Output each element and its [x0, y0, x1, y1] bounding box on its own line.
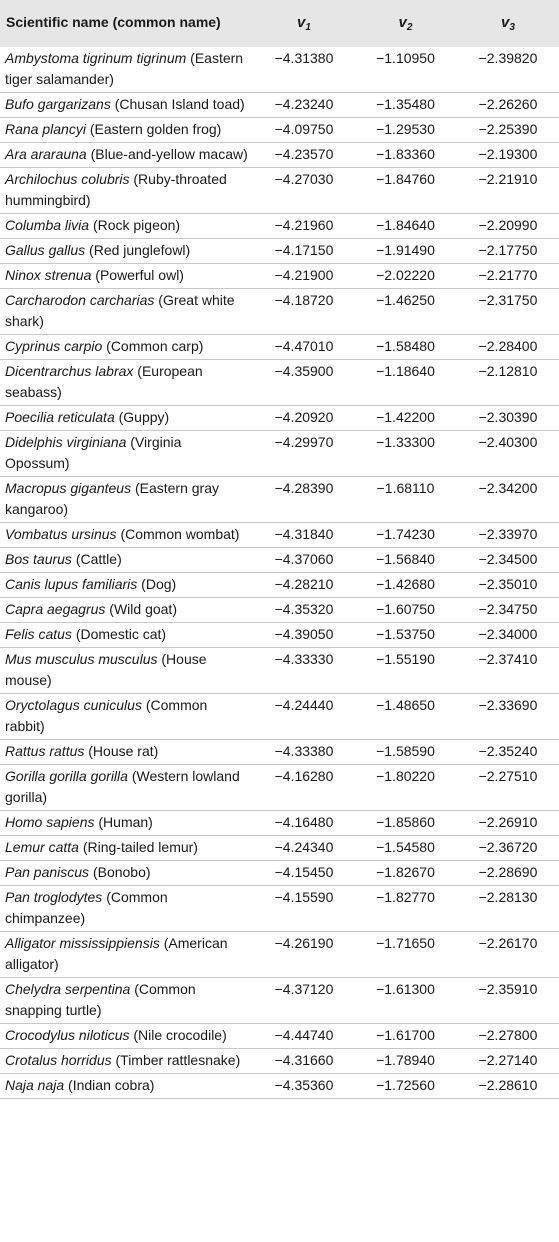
scientific-name: Alligator mississippiensis [5, 935, 160, 951]
common-name: (Virginia Opossum) [5, 434, 182, 471]
cell-species-name [0, 360, 254, 406]
table-row [0, 598, 559, 623]
cell-v2: −1.82770 [376, 889, 435, 905]
cell-species-name [0, 168, 254, 214]
cell-v2: −1.42200 [376, 409, 435, 425]
cell-species-name [0, 623, 254, 648]
common-name: (Wild goat) [109, 601, 177, 617]
cell-species-name [0, 264, 254, 289]
common-name: (Powerful owl) [95, 267, 184, 283]
cell-species-name [0, 1049, 254, 1074]
cell-v3: −2.25390 [478, 121, 538, 137]
cell-v3: −2.26910 [478, 814, 538, 830]
header-v2-sub: 2 [406, 22, 413, 33]
table-row [0, 765, 559, 811]
cell-species-name [0, 239, 254, 264]
cell-v2: −1.91490 [376, 242, 435, 258]
common-name: (Nile crocodile) [133, 1027, 227, 1043]
scientific-name: Columba livia [5, 217, 90, 233]
cell-v2: −1.58480 [376, 338, 435, 354]
table-row [0, 289, 559, 335]
cell-v1: −4.29970 [274, 434, 334, 450]
cell-v1: −4.16480 [274, 814, 334, 830]
cell-v3: −2.34200 [478, 480, 538, 496]
cell-v2: −1.80220 [376, 768, 435, 784]
common-name: (Domestic cat) [75, 626, 167, 642]
cell-species-name [0, 1074, 254, 1099]
cell-species-name [0, 289, 254, 335]
cell-v1: −4.18720 [274, 292, 334, 308]
table-row [0, 406, 559, 431]
scientific-name: Ara ararauna [5, 146, 87, 162]
table-row [0, 548, 559, 573]
table-row [0, 239, 559, 264]
cell-v1: −4.37120 [274, 981, 334, 997]
table-row [0, 1024, 559, 1049]
scientific-name: Crotalus horridus [5, 1052, 112, 1068]
scientific-name: Bufo gargarizans [5, 96, 111, 112]
cell-v1: −4.28210 [274, 576, 334, 592]
cell-v3: −2.28610 [478, 1077, 538, 1093]
cell-v2: −1.78940 [376, 1052, 435, 1068]
scientific-name: Oryctolagus cuniculus [5, 697, 142, 713]
cell-v3: −2.21910 [478, 171, 538, 187]
table-row [0, 573, 559, 598]
common-name: (House rat) [88, 743, 159, 759]
table-row [0, 335, 559, 360]
cell-v2: −2.02220 [376, 267, 435, 283]
common-name: (Chusan Island toad) [114, 96, 245, 112]
table-row [0, 886, 559, 932]
cell-v3: −2.27140 [478, 1052, 538, 1068]
scientific-name: Dicentrarchus labrax [5, 363, 134, 379]
cell-v1: −4.47010 [274, 338, 334, 354]
cell-v2: −1.84640 [376, 217, 435, 233]
cell-v2: −1.18640 [376, 363, 435, 379]
cell-species-name [0, 886, 254, 932]
cell-species-name [0, 118, 254, 143]
scientific-name: Naja naja [5, 1077, 65, 1093]
cell-species-name [0, 836, 254, 861]
cell-v1: −4.23240 [274, 96, 334, 112]
scientific-name: Cyprinus carpio [5, 338, 103, 354]
common-name: (Indian cobra) [68, 1077, 155, 1093]
scientific-name: Mus musculus musculus [5, 651, 158, 667]
cell-v1: −4.27030 [274, 171, 334, 187]
scientific-name: Carcharodon carcharias [5, 292, 155, 308]
cell-v2: −1.33300 [376, 434, 435, 450]
cell-v2: −1.10950 [376, 50, 435, 66]
cell-v3: −2.33690 [478, 697, 538, 713]
scientific-name: Ambystoma tigrinum tigrinum [5, 50, 187, 66]
cell-v2: −1.42680 [376, 576, 435, 592]
cell-v3: −2.35010 [478, 576, 538, 592]
cell-v1: −4.31380 [274, 50, 334, 66]
table-row [0, 118, 559, 143]
scientific-name: Pan paniscus [5, 864, 90, 880]
cell-v3: −2.27510 [478, 768, 538, 784]
cell-v2: −1.68110 [376, 480, 435, 496]
table-row [0, 648, 559, 694]
header-v3-base: v [501, 14, 510, 31]
cell-v2: −1.58590 [376, 743, 435, 759]
cell-species-name [0, 548, 254, 573]
table-row [0, 360, 559, 406]
cell-v3: −2.20990 [478, 217, 538, 233]
scientific-name: Felis catus [5, 626, 72, 642]
cell-v3: −2.21770 [478, 267, 538, 283]
header-v2-base: v [398, 14, 407, 31]
cell-v1: −4.16280 [274, 768, 334, 784]
cell-v3: −2.26170 [478, 935, 538, 951]
common-name: (Common carp) [106, 338, 204, 354]
cell-species-name [0, 573, 254, 598]
scientific-name: Canis lupus familiaris [5, 576, 138, 592]
cell-v3: −2.36720 [478, 839, 538, 855]
common-name: (Common snapping turtle) [5, 981, 196, 1018]
cell-v2: −1.83360 [376, 146, 435, 162]
common-name: (Guppy) [118, 409, 170, 425]
header-v3-sub: 3 [509, 22, 515, 33]
table-row [0, 1049, 559, 1074]
cell-v3: −2.28400 [478, 338, 538, 354]
cell-v1: −4.44740 [274, 1027, 334, 1043]
cell-v1: −4.26190 [274, 935, 334, 951]
header-v1-base: v [297, 14, 306, 31]
table-row [0, 264, 559, 289]
table-row [0, 740, 559, 765]
scientific-name: Rana plancyi [5, 121, 86, 137]
table-row [0, 836, 559, 861]
scientific-name: Gorilla gorilla gorilla [5, 768, 128, 784]
cell-v3: −2.34000 [478, 626, 538, 642]
header-v3 [457, 0, 559, 47]
scientific-name: Pan troglodytes [5, 889, 103, 905]
cell-v2: −1.74230 [376, 526, 435, 542]
common-name: (Eastern gray kangaroo) [5, 480, 220, 517]
cell-v2: −1.53750 [376, 626, 435, 642]
cell-species-name [0, 47, 254, 93]
cell-species-name [0, 214, 254, 239]
common-name: (Western lowland gorilla) [5, 768, 240, 805]
cell-v1: −4.35360 [274, 1077, 334, 1093]
cell-v2: −1.55190 [376, 651, 435, 667]
header-row [0, 0, 559, 47]
table-row [0, 47, 559, 93]
common-name: (Common chimpanzee) [5, 889, 168, 926]
scientific-name: Gallus gallus [5, 242, 86, 258]
cell-v1: −4.21960 [274, 217, 334, 233]
cell-species-name [0, 93, 254, 118]
scientific-name: Macropus giganteus [5, 480, 132, 496]
scientific-name: Didelphis virginiana [5, 434, 127, 450]
cell-v2: −1.82670 [376, 864, 435, 880]
table-row [0, 978, 559, 1024]
scientific-name: Rattus rattus [5, 743, 85, 759]
table-row [0, 477, 559, 523]
cell-v3: −2.31750 [478, 292, 538, 308]
common-name: (Red junglefowl) [89, 242, 191, 258]
cell-v1: −4.37060 [274, 551, 334, 567]
cell-v1: −4.17150 [274, 242, 334, 258]
cell-v3: −2.27800 [478, 1027, 538, 1043]
cell-v2: −1.84760 [376, 171, 435, 187]
cell-v1: −4.24340 [274, 839, 334, 855]
common-name: (European seabass) [5, 363, 203, 400]
scientific-name: Chelydra serpentina [5, 981, 131, 997]
cell-v1: −4.23570 [274, 146, 334, 162]
common-name: (American alligator) [5, 935, 228, 972]
table-row [0, 811, 559, 836]
common-name: (Great white shark) [5, 292, 235, 329]
cell-v1: −4.24440 [274, 697, 334, 713]
cell-species-name [0, 978, 254, 1024]
table-row [0, 932, 559, 978]
cell-species-name [0, 406, 254, 431]
cell-species-name [0, 335, 254, 360]
table-row [0, 694, 559, 740]
scientific-name: Poecilia reticulata [5, 409, 115, 425]
cell-v2: −1.72560 [376, 1077, 435, 1093]
cell-v1: −4.15590 [274, 889, 334, 905]
cell-v3: −2.34750 [478, 601, 538, 617]
common-name: (Common rabbit) [5, 697, 208, 734]
table-row [0, 143, 559, 168]
cell-v3: −2.34500 [478, 551, 538, 567]
scientific-name: Crocodylus niloticus [5, 1027, 130, 1043]
cell-species-name [0, 431, 254, 477]
cell-v1: −4.39050 [274, 626, 334, 642]
scientific-name: Lemur catta [5, 839, 79, 855]
cell-v3: −2.35240 [478, 743, 538, 759]
cell-v2: −1.29530 [376, 121, 435, 137]
scientific-name: Homo sapiens [5, 814, 95, 830]
table-row [0, 168, 559, 214]
cell-v3: −2.28130 [478, 889, 538, 905]
cell-v1: −4.35320 [274, 601, 334, 617]
common-name: (Rock pigeon) [92, 217, 181, 233]
table-row [0, 523, 559, 548]
cell-v3: −2.37410 [478, 651, 538, 667]
cell-v1: −4.31660 [274, 1052, 334, 1068]
table-row [0, 214, 559, 239]
header-v2 [354, 0, 457, 47]
common-name: (Timber rattlesnake) [115, 1052, 241, 1068]
cell-v2: −1.85860 [376, 814, 435, 830]
common-name: (Ruby-throated hummingbird) [5, 171, 227, 208]
cell-v2: −1.54580 [376, 839, 435, 855]
cell-v1: −4.28390 [274, 480, 334, 496]
table-row [0, 1074, 559, 1099]
cell-v3: −2.26260 [478, 96, 538, 112]
table-header [0, 0, 559, 47]
table-row [0, 93, 559, 118]
cell-v1: −4.15450 [274, 864, 334, 880]
cell-species-name [0, 648, 254, 694]
common-name: (Blue-and-yellow macaw) [90, 146, 248, 162]
cell-species-name [0, 598, 254, 623]
cell-v2: −1.61700 [376, 1027, 435, 1043]
cell-v1: −4.31840 [274, 526, 334, 542]
cell-species-name [0, 932, 254, 978]
cell-species-name [0, 765, 254, 811]
header-v1-sub: 1 [305, 22, 311, 33]
cell-v1: −4.21900 [274, 267, 334, 283]
scientific-name: Capra aegagrus [5, 601, 106, 617]
common-name: (Common wombat) [120, 526, 240, 542]
scientific-name: Bos taurus [5, 551, 72, 567]
table-row [0, 431, 559, 477]
cell-species-name [0, 477, 254, 523]
cell-v2: −1.48650 [376, 697, 435, 713]
scientific-name: Archilochus colubris [5, 171, 130, 187]
scientific-name: Ninox strenua [5, 267, 92, 283]
cell-species-name [0, 1024, 254, 1049]
common-name: (House mouse) [5, 651, 207, 688]
cell-v3: −2.33970 [478, 526, 538, 542]
cell-v3: −2.35910 [478, 981, 538, 997]
common-name: (Dog) [141, 576, 177, 592]
header-v1 [254, 0, 354, 47]
common-name: (Cattle) [75, 551, 122, 567]
cell-v3: −2.40300 [478, 434, 538, 450]
table-row [0, 861, 559, 886]
cell-v1: −4.33330 [274, 651, 334, 667]
cell-v1: −4.20920 [274, 409, 334, 425]
cell-v2: −1.46250 [376, 292, 435, 308]
cell-v2: −1.35480 [376, 96, 435, 112]
common-name: (Ring-tailed lemur) [82, 839, 198, 855]
cell-v1: −4.33380 [274, 743, 334, 759]
common-name: (Eastern tiger salamander) [5, 50, 244, 87]
cell-v2: −1.56840 [376, 551, 435, 567]
common-name: (Human) [98, 814, 153, 830]
cell-v1: −4.35900 [274, 363, 334, 379]
scientific-name: Vombatus ursinus [5, 526, 117, 542]
cell-species-name [0, 143, 254, 168]
table-body [0, 47, 559, 1099]
cell-v3: −2.30390 [478, 409, 538, 425]
cell-v3: −2.12810 [478, 363, 538, 379]
cell-species-name [0, 523, 254, 548]
cell-v1: −4.09750 [274, 121, 334, 137]
cell-v3: −2.28690 [478, 864, 538, 880]
cell-v3: −2.39820 [478, 50, 538, 66]
common-name: (Bonobo) [92, 864, 151, 880]
cell-species-name [0, 811, 254, 836]
cell-species-name [0, 740, 254, 765]
cell-v3: −2.17750 [478, 242, 538, 258]
header-scientific-name: Scientific name (common name) [6, 14, 221, 30]
cell-v2: −1.71650 [376, 935, 435, 951]
cell-v2: −1.60750 [376, 601, 435, 617]
cell-species-name [0, 861, 254, 886]
cell-v2: −1.61300 [376, 981, 435, 997]
common-name: (Eastern golden frog) [89, 121, 222, 137]
cell-v3: −2.19300 [478, 146, 538, 162]
cell-species-name [0, 694, 254, 740]
table-row [0, 623, 559, 648]
